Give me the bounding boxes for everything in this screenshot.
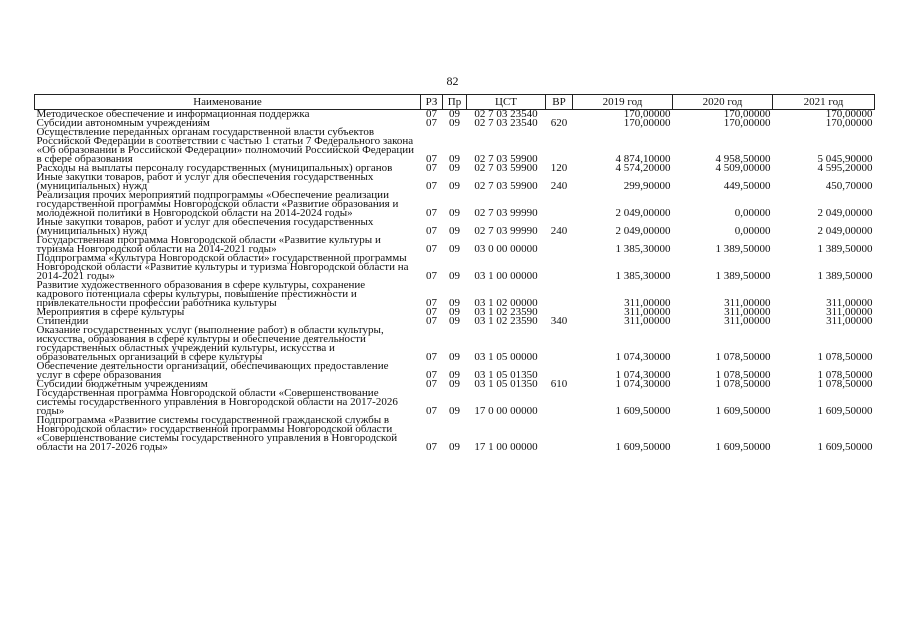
row-2020-cell: 4 958,50000: [715, 153, 771, 165]
header-2019: 2019 год: [573, 95, 673, 110]
row-2021-cell: 170,00000: [825, 117, 873, 129]
row-pr-cell: 09: [449, 180, 460, 192]
row-2020-cell: 0,00000: [734, 225, 771, 237]
row-vr-cell: 240: [550, 180, 568, 192]
row-2019-cell: 4 874,10000: [615, 153, 671, 165]
row-pr-cell: 09: [449, 108, 460, 120]
row-name-cell: Обеспечение деятельности организаций, обеспечивающих предоставление услуг в сфере образования: [36, 360, 389, 381]
table-row: [35, 191, 875, 218]
row-2021-cell: 170,00000: [825, 108, 873, 120]
row-rz-cell: 07: [426, 297, 437, 309]
header-vr: ВР: [546, 95, 573, 110]
row-cst-cell: 02 7 03 59900: [474, 180, 538, 192]
row-pr-cell: 09: [449, 297, 460, 309]
row-2021-cell: 1 078,50000: [817, 351, 873, 363]
row-pr-cell: 09: [449, 162, 460, 174]
header-pr: Пр: [443, 95, 467, 110]
row-2019-cell: 170,00000: [623, 117, 671, 129]
row-rz-cell: 07: [426, 108, 437, 120]
row-2019-cell: 170,00000: [623, 108, 671, 120]
row-vr-cell: [546, 128, 573, 164]
row-2021-cell: 311,00000: [826, 297, 873, 309]
row-name-cell: Иные закупки товаров, работ и услуг для обеспечения государственных (муниципальных) нужд: [36, 216, 374, 237]
table-row: [35, 281, 875, 308]
row-2020-cell: 1 389,50000: [715, 243, 771, 255]
row-name-cell: Субсидии автономным учреждениям: [36, 117, 210, 129]
row-pr-cell: 09: [449, 117, 460, 129]
table-row: [35, 416, 875, 452]
row-pr-cell: 09: [449, 270, 460, 282]
row-2021-cell: 5 045,90000: [817, 153, 873, 165]
row-name-cell: Субсидии бюджетным учреждениям: [36, 378, 208, 390]
row-rz-cell: 07: [426, 270, 437, 282]
row-name-cell: Иные закупки товаров, работ и услуг для обеспечения государственных (муниципальных) нужд: [36, 171, 374, 192]
row-2019-cell: 1 609,50000: [615, 441, 671, 453]
row-rz-cell: 07: [426, 306, 437, 318]
row-2020-cell: 1 078,50000: [715, 351, 771, 363]
row-2020-cell: 449,50000: [723, 180, 771, 192]
row-2021-cell: 450,70000: [825, 180, 873, 192]
row-pr-cell: 09: [449, 225, 460, 237]
row-2020-cell: 311,00000: [724, 297, 771, 309]
row-pr-cell: 09: [449, 315, 460, 327]
page-number: 82: [446, 74, 459, 88]
row-cst-cell: 02 7 03 23540: [474, 108, 538, 120]
row-2021-cell: 311,00000: [826, 306, 873, 318]
row-vr-cell: [546, 281, 573, 308]
row-vr-cell: 340: [550, 315, 568, 327]
row-name-cell: Мероприятия в сфере культуры: [36, 306, 185, 318]
row-2019-cell: 311,00000: [624, 306, 671, 318]
row-2019-cell: 1 074,30000: [615, 378, 671, 390]
row-pr-cell: 09: [449, 351, 460, 363]
row-2020-cell: 1 609,50000: [715, 441, 771, 453]
row-cst-cell: 02 7 03 59900: [474, 153, 538, 165]
row-2019-cell: 1 074,30000: [615, 369, 671, 381]
row-vr-cell: 620: [550, 117, 568, 129]
row-2020-cell: 311,00000: [724, 306, 771, 318]
header-2020: 2020 год: [673, 95, 773, 110]
row-2020-cell: 0,00000: [734, 207, 771, 219]
row-2019-cell: 311,00000: [624, 297, 671, 309]
row-vr-cell: [546, 326, 573, 362]
budget-table: [34, 94, 875, 452]
row-pr-cell: 09: [449, 207, 460, 219]
row-name-cell: Подпрограмма «Культура Новгородской области» государственной программы Новгородской области «Развитие культуры и туризма Новгородской области на 2014-2021 годы»: [36, 252, 409, 282]
row-rz-cell: 07: [426, 153, 437, 165]
row-2020-cell: 1 078,50000: [715, 369, 771, 381]
row-cst-cell: 03 1 00 00000: [474, 270, 538, 282]
row-rz-cell: 07: [426, 378, 437, 390]
row-name-cell: Расходы на выплаты персоналу государственных (муниципальных) органов: [36, 162, 393, 174]
header-2021: 2021 год: [773, 95, 875, 110]
row-2019-cell: 1 385,30000: [615, 270, 671, 282]
table-row: [35, 128, 875, 164]
row-2021-cell: 4 595,20000: [817, 162, 873, 174]
row-cst-cell: 17 1 00 00000: [474, 441, 538, 453]
row-cst-cell: 03 1 02 23590: [474, 315, 538, 327]
row-2021-cell: 1 609,50000: [817, 441, 873, 453]
row-2021-cell: 1 389,50000: [817, 270, 873, 282]
row-2021-cell: 1 609,50000: [817, 405, 873, 417]
row-pr-cell: 09: [449, 378, 460, 390]
row-2019-cell: 4 574,20000: [615, 162, 671, 174]
row-cst-cell: 03 1 02 23590: [474, 306, 538, 318]
row-vr-cell: 610: [550, 378, 568, 390]
row-2021-cell: 2 049,00000: [817, 207, 873, 219]
row-vr-cell: [546, 254, 573, 281]
row-2021-cell: 1 078,50000: [817, 378, 873, 390]
row-2019-cell: 2 049,00000: [615, 225, 671, 237]
row-name-cell: Реализация прочих мероприятий подпрограммы «Обеспечение реализации государственной программы Новгородской области «Развитие образования и молодежной политики в Новгородской области на 2014-2024 годы»: [36, 189, 399, 219]
row-rz-cell: 07: [426, 117, 437, 129]
row-vr-cell: [546, 236, 573, 254]
row-rz-cell: 07: [426, 243, 437, 255]
row-name-cell: Государственная программа Новгородской области «Развитие культуры и туризма Новгородской области на 2014-2021 годы»: [36, 234, 381, 255]
row-name-cell: Развитие художественного образования в сфере культуры, сохранение кадрового потенциала сферы культуры, повышение престижности и привлекательности профессии работника культуры: [36, 279, 366, 309]
row-rz-cell: 07: [426, 405, 437, 417]
row-2021-cell: 311,00000: [826, 315, 873, 327]
row-rz-cell: 07: [426, 315, 437, 327]
row-2019-cell: 1 074,30000: [615, 351, 671, 363]
row-2021-cell: 1 389,50000: [817, 243, 873, 255]
row-vr-cell: 240: [550, 225, 568, 237]
table-row: [35, 326, 875, 362]
row-2020-cell: 1 389,50000: [715, 270, 771, 282]
row-pr-cell: 09: [449, 405, 460, 417]
row-pr-cell: 09: [449, 306, 460, 318]
row-2020-cell: 4 509,00000: [715, 162, 771, 174]
row-2020-cell: 1 078,50000: [715, 378, 771, 390]
table-row: [35, 254, 875, 281]
row-rz-cell: 07: [426, 162, 437, 174]
row-pr-cell: 09: [449, 369, 460, 381]
row-rz-cell: 07: [426, 207, 437, 219]
row-cst-cell: 03 1 02 00000: [474, 297, 538, 309]
header-rz: РЗ: [421, 95, 443, 110]
row-rz-cell: 07: [426, 441, 437, 453]
row-pr-cell: 09: [449, 441, 460, 453]
row-cst-cell: 02 7 03 99990: [474, 207, 538, 219]
row-pr-cell: 09: [449, 153, 460, 165]
row-2020-cell: 1 609,50000: [715, 405, 771, 417]
row-name-cell: Осуществление переданных органам государственной власти субъектов Российской Федерации в соответствии с частью 1 статьи 7 Федерального закона «Об образовании в Российской Федерации» полномочий Российской Федерации в сфере образования: [36, 126, 415, 165]
row-cst-cell: 02 7 03 99990: [474, 225, 538, 237]
row-cst-cell: 02 7 03 59900: [474, 162, 538, 174]
row-vr-cell: [546, 416, 573, 452]
table-row: [35, 389, 875, 416]
row-rz-cell: 07: [426, 351, 437, 363]
row-name-cell: Оказание государственных услуг (выполнение работ) в области культуры, искусства, образования в сфере культуры и обеспечение деятельности государственных областных учреждений культуры, искусства и образовательных организаций в сфере культуры: [36, 324, 384, 363]
row-2019-cell: 299,90000: [623, 180, 671, 192]
row-cst-cell: 03 1 05 01350: [474, 369, 538, 381]
row-2020-cell: 311,00000: [724, 315, 771, 327]
row-2021-cell: 1 078,50000: [817, 369, 873, 381]
row-2020-cell: 170,00000: [723, 117, 771, 129]
row-name-cell: Методическое обеспечение и информационная поддержка: [36, 108, 310, 120]
row-vr-cell: [546, 389, 573, 416]
row-cst-cell: 03 0 00 00000: [474, 243, 538, 255]
row-pr-cell: 09: [449, 243, 460, 255]
row-name-cell: Государственная программа Новгородской области «Совершенствование системы государственного управления в Новгородской области на 2017-2026 годы»: [36, 387, 398, 417]
row-cst-cell: 02 7 03 23540: [474, 117, 538, 129]
row-2019-cell: 311,00000: [624, 315, 671, 327]
row-cst-cell: 17 0 00 00000: [474, 405, 538, 417]
row-rz-cell: 07: [426, 180, 437, 192]
row-rz-cell: 07: [426, 225, 437, 237]
row-name-cell: Стипендии: [36, 315, 89, 327]
row-2019-cell: 2 049,00000: [615, 207, 671, 219]
row-2021-cell: 2 049,00000: [817, 225, 873, 237]
row-2019-cell: 1 385,30000: [615, 243, 671, 255]
header-cst: ЦСТ: [467, 95, 546, 110]
row-cst-cell: 03 1 05 01350: [474, 378, 538, 390]
row-vr-cell: 120: [550, 162, 568, 174]
row-2019-cell: 1 609,50000: [615, 405, 671, 417]
header-name: Наименование: [35, 95, 421, 110]
row-cst-cell: 03 1 05 00000: [474, 351, 538, 363]
row-rz-cell: 07: [426, 369, 437, 381]
row-2020-cell: 170,00000: [723, 108, 771, 120]
row-name-cell: Подпрограмма «Развитие системы государственной гражданской службы в Новгородской области» государственной программы Новгородской области «Совершенствование системы государственного управления в Новгородской области на 2017-2026 годы»: [36, 414, 398, 453]
row-vr-cell: [546, 191, 573, 218]
